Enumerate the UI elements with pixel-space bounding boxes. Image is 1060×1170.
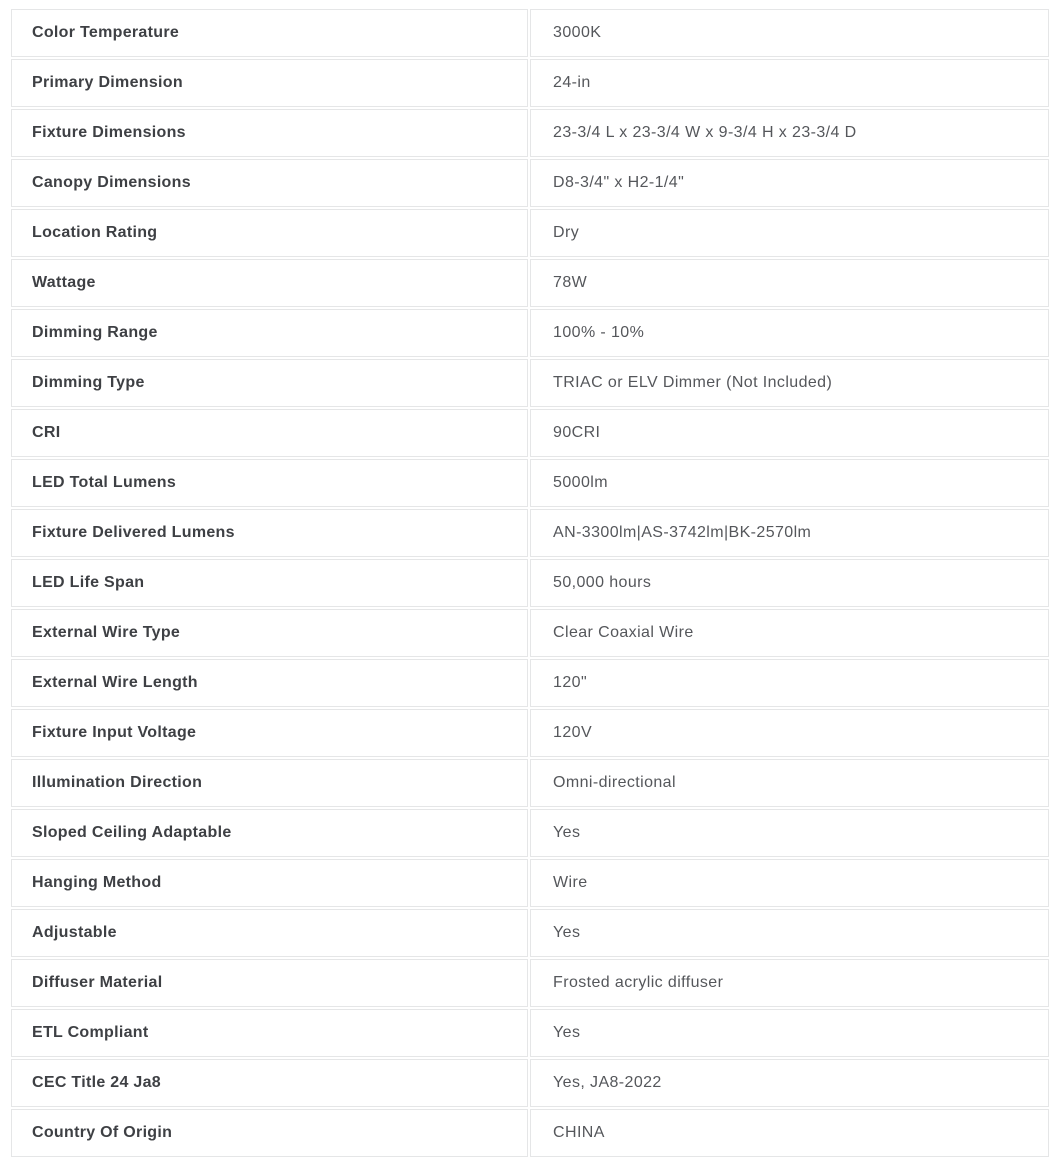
spec-value: 120V — [553, 724, 593, 742]
spec-row — [11, 259, 1049, 307]
spec-label-cell — [11, 9, 528, 57]
spec-label-cell — [11, 809, 528, 857]
spec-value: Yes — [553, 824, 581, 842]
spec-value: CHINA — [553, 1124, 605, 1142]
spec-label: Dimming Range — [32, 324, 158, 342]
spec-label-cell — [11, 409, 528, 457]
spec-label-cell — [11, 459, 528, 507]
spec-value: Yes — [553, 1024, 581, 1042]
spec-value: Clear Coaxial Wire — [553, 624, 694, 642]
spec-row — [11, 159, 1049, 207]
spec-row — [11, 859, 1049, 907]
spec-row — [11, 9, 1049, 57]
spec-value-cell — [530, 459, 1049, 507]
spec-label: Illumination Direction — [32, 774, 203, 792]
spec-value: 90CRI — [553, 424, 601, 442]
spec-label-cell — [11, 559, 528, 607]
spec-label-cell — [11, 509, 528, 557]
spec-label: External Wire Length — [32, 674, 198, 692]
spec-label: Sloped Ceiling Adaptable — [32, 824, 232, 842]
spec-value-cell — [530, 359, 1049, 407]
spec-row — [11, 1109, 1049, 1157]
spec-value-cell — [530, 509, 1049, 557]
spec-value-cell — [530, 309, 1049, 357]
spec-value-cell — [530, 959, 1049, 1007]
spec-label-cell — [11, 709, 528, 757]
spec-label: Diffuser Material — [32, 974, 163, 992]
spec-row — [11, 559, 1049, 607]
spec-value: Wire — [553, 874, 588, 892]
spec-label: Wattage — [32, 274, 96, 292]
spec-value: Yes, JA8-2022 — [553, 1074, 662, 1092]
spec-value-cell — [530, 259, 1049, 307]
spec-row — [11, 409, 1049, 457]
spec-row — [11, 809, 1049, 857]
spec-value-cell — [530, 609, 1049, 657]
specifications-table — [9, 7, 1051, 1159]
spec-label: CRI — [32, 424, 61, 442]
spec-value: TRIAC or ELV Dimmer (Not Included) — [553, 374, 833, 392]
spec-label-cell — [11, 609, 528, 657]
spec-value-cell — [530, 409, 1049, 457]
spec-row — [11, 359, 1049, 407]
spec-label: Location Rating — [32, 224, 158, 242]
spec-label: Fixture Input Voltage — [32, 724, 197, 742]
spec-label: Primary Dimension — [32, 74, 183, 92]
spec-label-cell — [11, 59, 528, 107]
spec-label-cell — [11, 309, 528, 357]
spec-label: Fixture Delivered Lumens — [32, 524, 235, 542]
spec-label: LED Life Span — [32, 574, 145, 592]
spec-label-cell — [11, 1009, 528, 1057]
spec-label-cell — [11, 909, 528, 957]
spec-label-cell — [11, 109, 528, 157]
spec-label: Canopy Dimensions — [32, 174, 191, 192]
spec-row — [11, 209, 1049, 257]
spec-value: Yes — [553, 924, 581, 942]
spec-value: 5000lm — [553, 474, 608, 492]
spec-label-cell — [11, 659, 528, 707]
spec-value: AN-3300lm|AS-3742lm|BK-2570lm — [553, 524, 812, 542]
spec-value-cell — [530, 209, 1049, 257]
spec-row — [11, 309, 1049, 357]
spec-value: 3000K — [553, 24, 602, 42]
spec-value: 100% - 10% — [553, 324, 645, 342]
spec-row — [11, 509, 1049, 557]
spec-value: D8-3/4" x H2-1/4" — [553, 174, 685, 192]
spec-row — [11, 759, 1049, 807]
spec-label: Hanging Method — [32, 874, 162, 892]
spec-value-cell — [530, 859, 1049, 907]
spec-value-cell — [530, 809, 1049, 857]
spec-value-cell — [530, 109, 1049, 157]
spec-value: Dry — [553, 224, 580, 242]
spec-value-cell — [530, 159, 1049, 207]
spec-value-cell — [530, 909, 1049, 957]
spec-label: Fixture Dimensions — [32, 124, 186, 142]
spec-row — [11, 709, 1049, 757]
spec-value-cell — [530, 1009, 1049, 1057]
spec-label-cell — [11, 259, 528, 307]
spec-label-cell — [11, 959, 528, 1007]
spec-label-cell — [11, 159, 528, 207]
specifications-table-body — [11, 9, 1049, 1157]
spec-value: 120" — [553, 674, 588, 692]
spec-value: 78W — [553, 274, 588, 292]
spec-value-cell — [530, 709, 1049, 757]
spec-row — [11, 659, 1049, 707]
spec-value-cell — [530, 759, 1049, 807]
spec-label: Dimming Type — [32, 374, 145, 392]
spec-label-cell — [11, 759, 528, 807]
spec-label: Country Of Origin — [32, 1124, 173, 1142]
spec-value: Omni-directional — [553, 774, 676, 792]
spec-row — [11, 609, 1049, 657]
spec-value: 23-3/4 L x 23-3/4 W x 9-3/4 H x 23-3/4 D — [553, 124, 857, 142]
spec-value: 50,000 hours — [553, 574, 652, 592]
spec-label-cell — [11, 359, 528, 407]
spec-row — [11, 1009, 1049, 1057]
spec-label: Color Temperature — [32, 24, 180, 42]
spec-value-cell — [530, 9, 1049, 57]
spec-value-cell — [530, 559, 1049, 607]
spec-label: ETL Compliant — [32, 1024, 149, 1042]
spec-row — [11, 959, 1049, 1007]
spec-label: Adjustable — [32, 924, 117, 942]
spec-value-cell — [530, 659, 1049, 707]
spec-row — [11, 459, 1049, 507]
spec-value-cell — [530, 1109, 1049, 1157]
spec-value-cell — [530, 1059, 1049, 1107]
spec-value: Frosted acrylic diffuser — [553, 974, 724, 992]
spec-label-cell — [11, 1109, 528, 1157]
spec-label-cell — [11, 859, 528, 907]
spec-value: 24-in — [553, 74, 591, 92]
spec-label: LED Total Lumens — [32, 474, 177, 492]
spec-label-cell — [11, 209, 528, 257]
spec-label: CEC Title 24 Ja8 — [32, 1074, 162, 1092]
spec-row — [11, 1059, 1049, 1107]
spec-value-cell — [530, 59, 1049, 107]
spec-label-cell — [11, 1059, 528, 1107]
spec-row — [11, 909, 1049, 957]
spec-row — [11, 59, 1049, 107]
spec-label: External Wire Type — [32, 624, 181, 642]
spec-row — [11, 109, 1049, 157]
